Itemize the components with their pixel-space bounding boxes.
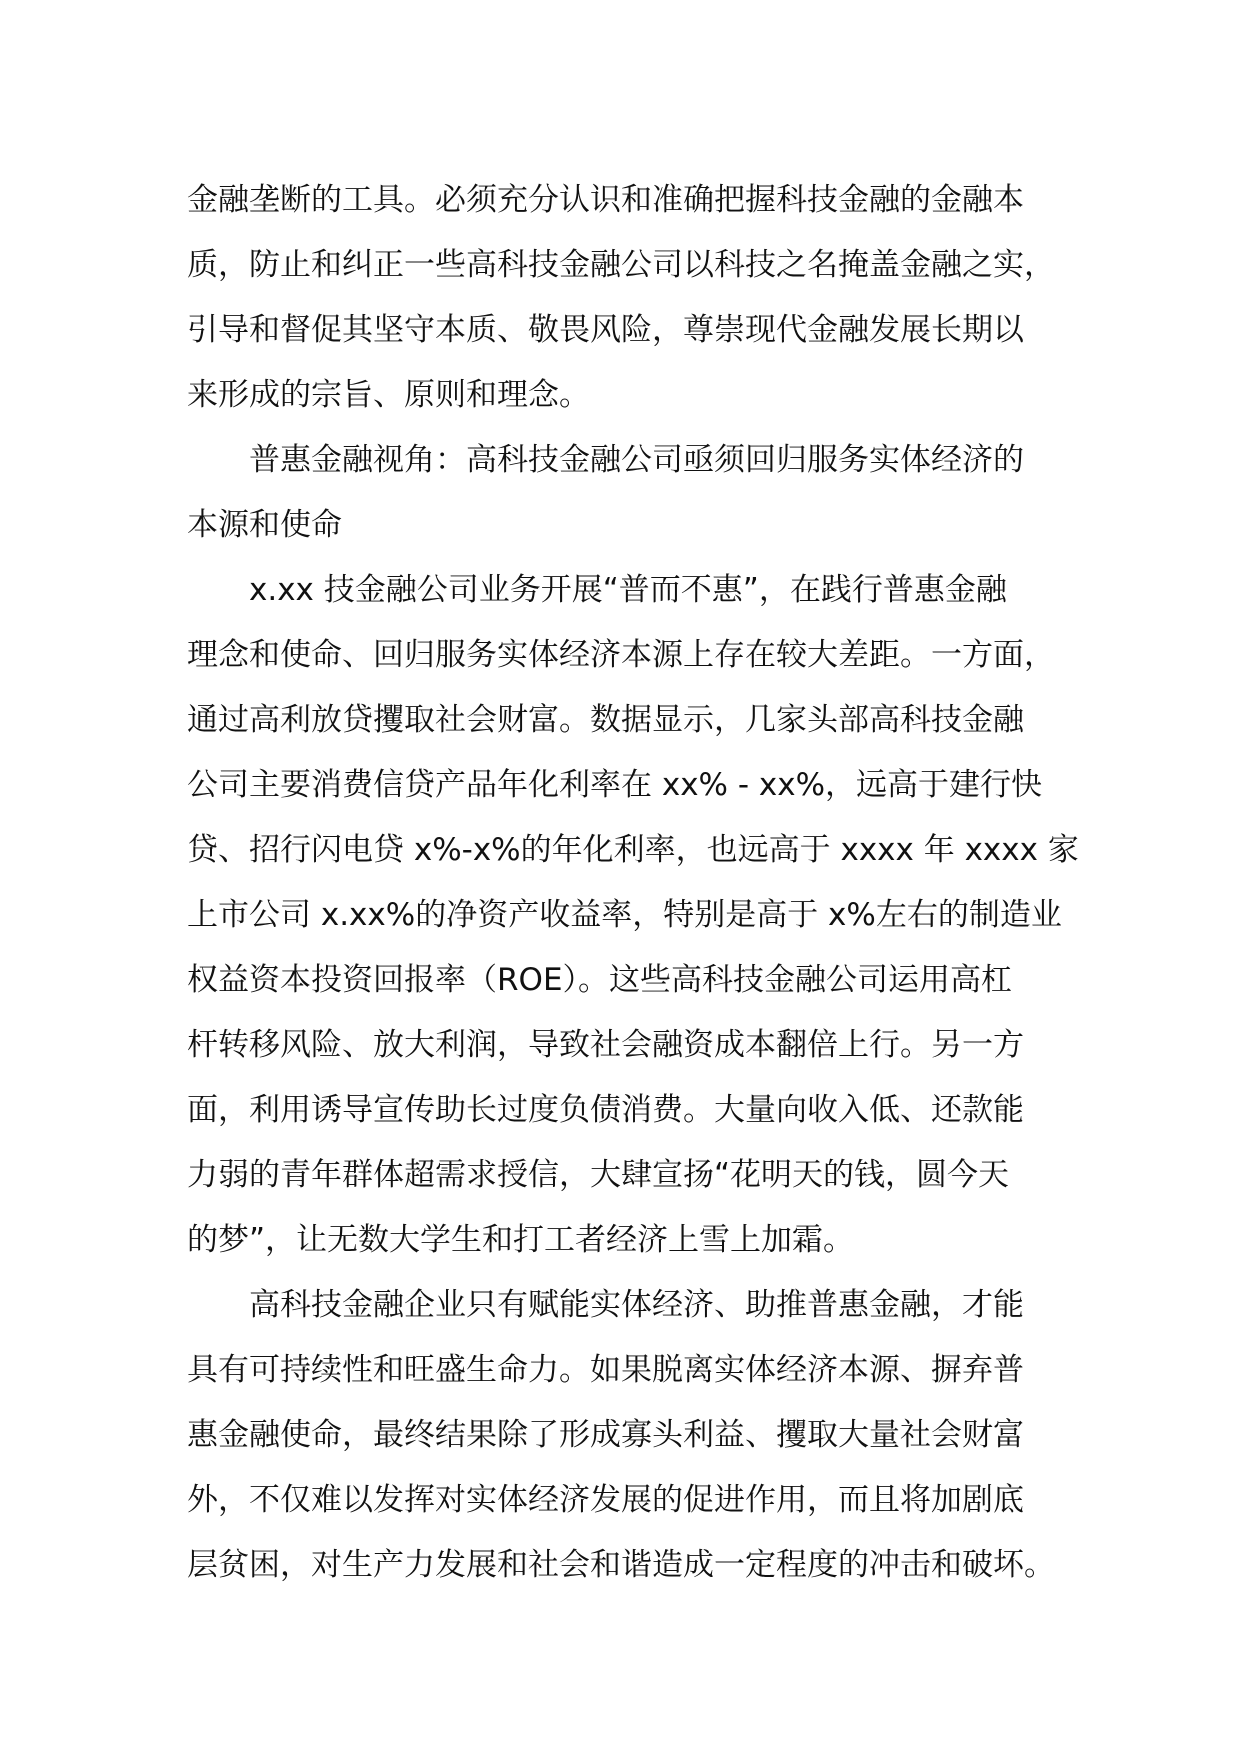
text-line: 惠金融使命，最终结果除了形成寡头利益、攫取大量社会财富 [187,1417,1024,1453]
text-line: 公司主要消费信贷产品年化利率在 xx% - xx%，远高于建行快 [187,767,1043,803]
text-line: 金融垄断的工具。必须充分认识和准确把握科技金融的金融本 [187,182,1024,218]
text-line: 力弱的青年群体超需求授信，大肆宣扬“花明天的钱，圆今天 [187,1157,1010,1193]
text-line: 普惠金融视角：高科技金融公司亟须回归服务实体经济的 [249,442,1024,478]
text-line: x.xx 技金融公司业务开展“普而不惠”，在践行普惠金融 [249,572,1007,608]
text-line: 通过高利放贷攫取社会财富。数据显示，几家头部高科技金融 [187,702,1024,738]
text-line: 面，利用诱导宣传助长过度负债消费。大量向收入低、还款能 [187,1092,1024,1128]
paragraph-3 [187,558,1079,1273]
text-line: 上市公司 x.xx%的净资产收益率，特别是高于 x%左右的制造业 [187,897,1062,933]
text-line: 杆转移风险、放大利润，导致社会融资成本翻倍上行。另一方 [187,1027,1024,1063]
text-line: 高科技金融企业只有赋能实体经济、助推普惠金融，才能 [249,1287,1024,1323]
text-line: 本源和使命 [187,507,342,543]
text-line: 贷、招行闪电贷 x%-x%的年化利率，也远高于 xxxx 年 xxxx 家 [187,832,1079,868]
paragraph-4 [187,1273,1067,1598]
text-line: 引导和督促其坚守本质、敬畏风险，尊崇现代金融发展长期以 [187,312,1024,348]
text-line: 的梦”，让无数大学生和打工者经济上雪上加霜。 [187,1222,855,1258]
text-line: 理念和使命、回归服务实体经济本源上存在较大差距。一方面， [187,637,1055,673]
text-line: 质，防止和纠正一些高科技金融公司以科技之名掩盖金融之实， [187,247,1055,283]
text-line: 层贫困，对生产力发展和社会和谐造成一定程度的冲击和破坏。 [187,1547,1055,1583]
section-heading-paragraph [187,428,1067,558]
text-line: 来形成的宗旨、原则和理念。 [187,377,590,413]
document-body [187,168,1079,1598]
paragraph-1 [187,168,1067,428]
text-line: 外，不仅难以发挥对实体经济发展的促进作用，而且将加剧底 [187,1482,1024,1518]
text-line: 权益资本投资回报率（ROE）。这些高科技金融公司运用高杠 [187,962,1013,998]
text-line: 具有可持续性和旺盛生命力。如果脱离实体经济本源、摒弃普 [187,1352,1024,1388]
